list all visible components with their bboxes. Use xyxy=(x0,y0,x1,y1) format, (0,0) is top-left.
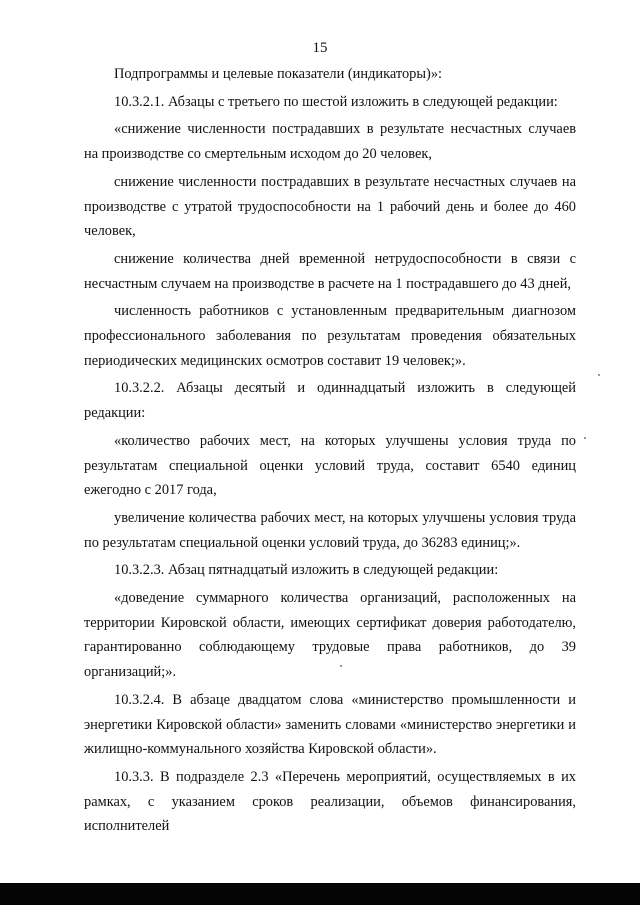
paragraph-subprograms-heading: Подпрограммы и целевые показатели (индикаторы)»: xyxy=(114,66,443,82)
paragraph-fatal-accidents: «снижение численности пострадавших в результате несчастных случаев на производстве со смертельным исходом до 20 человек, xyxy=(84,121,576,163)
scan-speck xyxy=(340,665,342,667)
paragraph-10-3-2-1: 10.3.2.1. Абзацы с третьего по шестой изложить в следующей редакции: xyxy=(114,93,558,110)
paragraph-trusted-employers: «доведение суммарного количества организаций, расположенных на территории Кировской области, имеющих сертификат доверия работодателю, гарантированно соблюдающему трудовые права работников, до 39 организаций;». xyxy=(84,590,576,681)
paragraph-10-3-2-2: 10.3.2.2. Абзацы десятый и одиннадцатый изложить в следующей редакции: xyxy=(84,380,576,422)
paragraph-10-3-2-3: 10.3.2.3. Абзац пятнадцатый изложить в следующей редакции: xyxy=(114,562,499,579)
paragraph-improved-workplaces-annual: «количество рабочих мест, на которых улучшены условия труда по результатам специальной оценки условий труда, составит 6540 единиц ежегодно с 2017 года, xyxy=(84,432,576,499)
paragraph-occupational-disease: численность работников с установленным предварительным диагнозом профессионального заболевания по результатам проведения обязательных периодических медицинских осмотров составит 19 человек;». xyxy=(84,303,576,369)
paragraph-10-3-3: 10.3.3. В подразделе 2.3 «Перечень мероприятий, осуществляемых в их рамках, с указанием сроков реализации, объемов финансирования, исполнителей xyxy=(84,768,576,835)
paragraph-10-3-2-4: 10.3.2.4. В абзаце двадцатом слова «министерство промышленности и энергетики Кировской области» заменить словами «министерство энергетики и жилищно-коммунального хозяйства Кировской области». xyxy=(84,691,576,758)
paragraph-sick-days: снижение количества дней временной нетрудоспособности в связи с несчастным случаем на производстве в расчете на 1 пострадавшего до 43 дней, xyxy=(84,250,576,292)
document-body xyxy=(84,62,576,839)
scan-speck xyxy=(598,374,600,376)
scan-speck xyxy=(584,437,586,439)
paragraph-disability-accidents: снижение численности пострадавших в результате несчастных случаев на производстве с утратой трудоспособности на 1 рабочий день и более до 460 человек, xyxy=(84,173,576,240)
paragraph-improved-workplaces-total: увеличение количества рабочих мест, на которых улучшены условия труда по результатам специальной оценки условий труда, до 36283 единиц;». xyxy=(84,509,576,551)
page-number: 15 xyxy=(312,40,328,56)
scan-edge-bar xyxy=(0,883,640,905)
